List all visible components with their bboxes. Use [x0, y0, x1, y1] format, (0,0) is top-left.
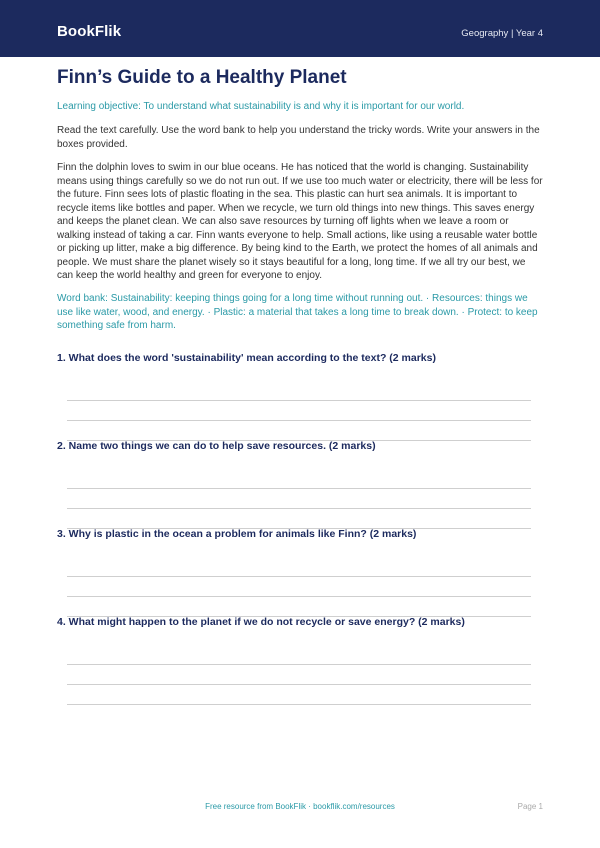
word-bank: Word bank: Sustainability: keeping things going for a long time without running out. · Resources: things we use like water, wood, and energy. · Plastic: a material that takes a long time to break down. · Protect: to keep something safe from harm.: [57, 293, 538, 331]
footer-credit: Free resource from BookFlik · bookflik.com/resources: [205, 802, 395, 811]
question-4: 4. What might happen to the planet if we do not recycle or save energy? (2 marks): [57, 616, 465, 628]
answer-line[interactable]: [67, 704, 531, 705]
answer-line[interactable]: [67, 596, 531, 597]
answer-line[interactable]: [67, 508, 531, 509]
subject-year-label: Geography | Year 4: [461, 28, 543, 39]
question-3: 3. Why is plastic in the ocean a problem for animals like Finn? (2 marks): [57, 528, 417, 540]
question-1: 1. What does the word 'sustainability' mean according to the text? (2 marks): [57, 352, 436, 364]
answer-line[interactable]: [67, 400, 531, 401]
answer-line[interactable]: [67, 684, 531, 685]
learning-objective: Learning objective: To understand what sustainability is and why it is important for our world.: [57, 101, 465, 112]
answer-line[interactable]: [67, 576, 531, 577]
instructions-text: Read the text carefully. Use the word bank to help you understand the tricky words. Write your answers in the boxes provided.: [57, 125, 540, 150]
answer-line[interactable]: [67, 488, 531, 489]
answer-line[interactable]: [67, 664, 531, 665]
worksheet-title: Finn’s Guide to a Healthy Planet: [57, 67, 347, 88]
reading-passage: Finn the dolphin loves to swim in our blue oceans. He has noticed that the world is changing. Sustainability means using things carefully so we do not run out. If we use too much water or electricity, there will be less for the future. Finn sees lots of plastic floating in the sea. This plastic can hurt sea animals. It is important to recycle items like bottles and paper. When we recycle, we turn old things into new things. This saves energy and keeps the planet clean. We can also save resources by turning off lights when we leave a room or walking instead of taking a car. Finn wants everyone to help. Small actions, like using a reusable water bottle or picking up litter, make a big difference. By being kind to the Earth, we protect the homes of all animals and people. We must share the planet wisely so it stays beautiful for a long, long time. If we all try our best, we can keep the world healthy and green for everyone to enjoy.: [57, 162, 543, 281]
brand-logo-text: BookFlik: [57, 23, 122, 40]
answer-line[interactable]: [67, 420, 531, 421]
question-2: 2. Name two things we can do to help save resources. (2 marks): [57, 440, 376, 452]
page-header: [0, 0, 600, 57]
page-number: Page 1: [517, 802, 543, 811]
